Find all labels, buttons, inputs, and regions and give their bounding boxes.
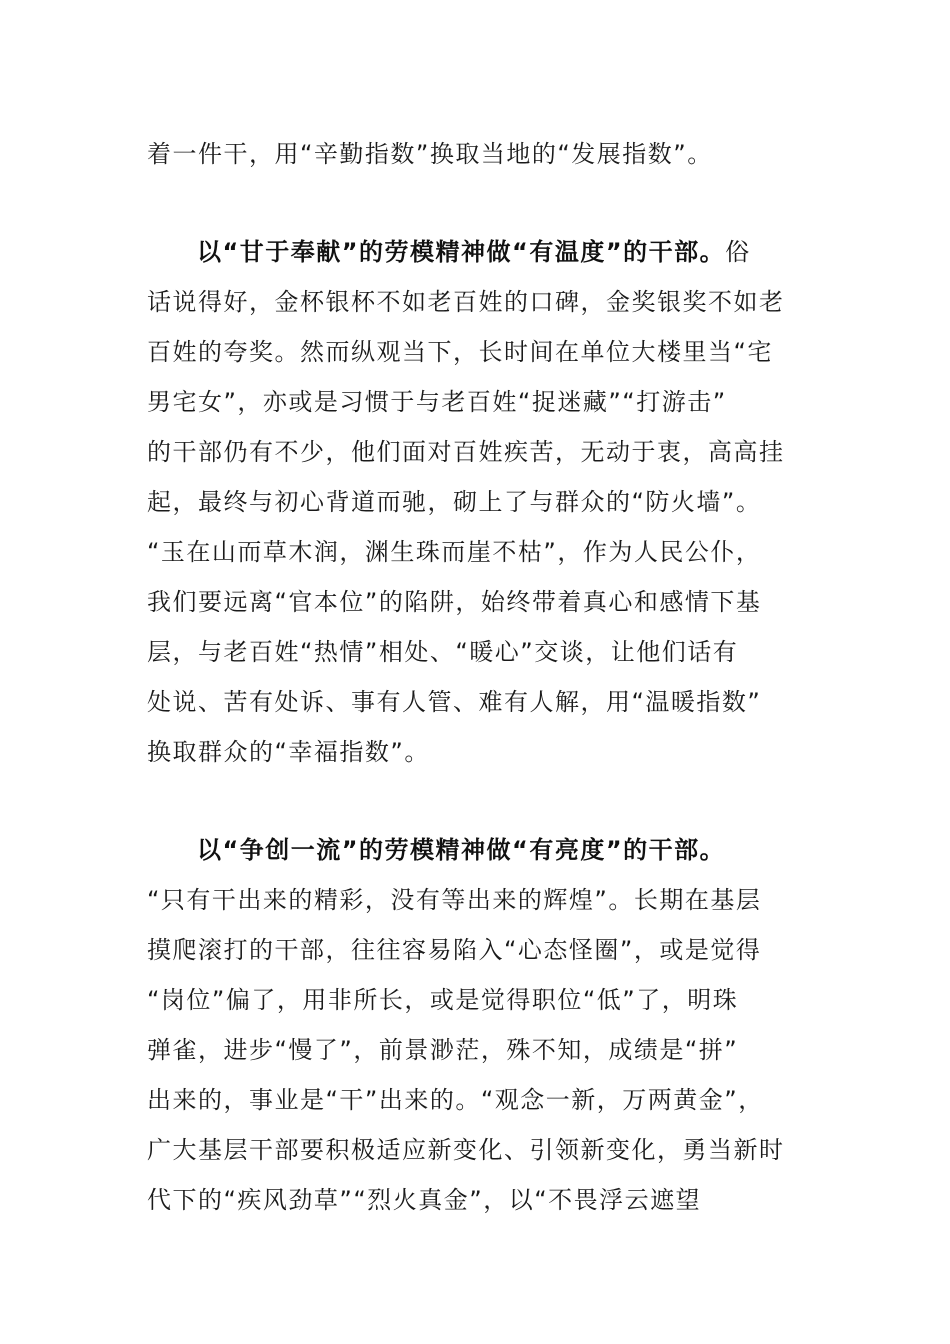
text-line: 弹雀，进步“慢了”，前景渺茫，殊不知，成绩是“拼” [147, 1036, 739, 1064]
text-line: 广大基层干部要积极适应新变化、引领新变化，勇当新时 [147, 1136, 785, 1164]
heading-tail-text: 俗 [725, 238, 751, 266]
text-line: 换取群众的“幸福指数”。 [147, 738, 430, 766]
paragraph-heading-line [147, 227, 807, 277]
text-line: 的干部仍有不少，他们面对百姓疾苦，无动于衷，高高挂 [147, 438, 785, 466]
paragraph-1 [147, 129, 807, 179]
text-line: 摸爬滚打的干部，往往容易陷入“心态怪圈”，或是觉得 [147, 936, 762, 964]
text-line: 处说、苦有处诉、事有人管、难有人解，用“温暖指数” [147, 688, 762, 716]
text-line: 代下的“疾风劲草”“烈火真金”，以“不畏浮云遮望 [147, 1186, 702, 1214]
paragraph-heading: 以“争创一流”的劳模精神做“有亮度”的干部。 [197, 836, 726, 864]
paragraph-3 [147, 825, 807, 1225]
text-line: 着一件干，用“辛勤指数”换取当地的“发展指数”。 [147, 140, 713, 168]
paragraph-heading: 以“甘于奉献”的劳模精神做“有温度”的干部。 [197, 238, 726, 266]
text-line: 百姓的夸奖。然而纵观当下，长时间在单位大楼里当“宅 [147, 338, 773, 366]
text-line: “玉在山而草木润，渊生珠而崖不枯”，作为人民公仆， [147, 538, 762, 566]
text-line: “岗位”偏了，用非所长，或是觉得职位“低”了，明珠 [147, 986, 739, 1014]
text-line: 起，最终与初心背道而驰，砌上了与群众的“防火墙”。 [147, 488, 762, 516]
text-line: 话说得好，金杯银杯不如老百姓的口碑，金奖银奖不如老 [147, 288, 785, 316]
text-line: 男宅女”，亦或是习惯于与老百姓“捉迷藏”“打游击” [147, 388, 727, 416]
paragraph-2 [147, 227, 807, 777]
text-line: 出来的，事业是“干”出来的。“观念一新，万两黄金”， [147, 1086, 764, 1114]
text-line: 我们要远离“官本位”的陷阱，始终带着真心和感情下基 [147, 588, 762, 616]
text-line: 层，与老百姓“热情”相处、“暖心”交谈，让他们话有 [147, 638, 739, 666]
text-line: “只有干出来的精彩，没有等出来的辉煌”。长期在基层 [147, 886, 762, 914]
